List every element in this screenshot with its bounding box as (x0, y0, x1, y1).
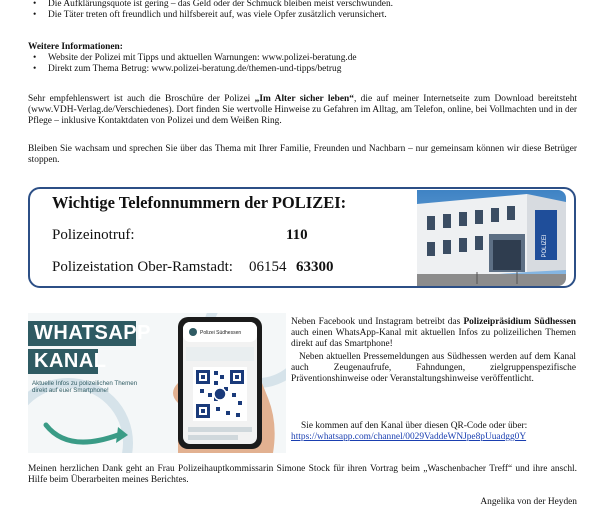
whatsapp-text-3: Sie kommen auf den Kanal über diesen QR-Code oder über: (301, 421, 528, 431)
brochure-title: „Im Alter sicher leben“ (254, 94, 354, 104)
whatsapp-channel-link[interactable]: https://whatsapp.com/channel/0029VaddeWNJpe8pUuadgg0Y (291, 432, 527, 442)
station-label: Polizeistation Ober-Ramstadt: (52, 259, 233, 275)
warning-paragraph: Bleiben Sie wachsam und sprechen Sie über das Thema mit Ihrer Familie, Freunden und Nachbarn – nur gemeinsam können wir diese Betrüger stoppen. (28, 144, 577, 165)
whatsapp-police-name: Polizeipräsidium Südhessen (463, 317, 576, 327)
brochure-text-post: , die auf meiner Internetseite zum Download bereitsteht (www.VDH-Verlag.de/Verschiedenes). Dort finden Sie wertvolle Hinweise zu Gefahren im Alltag, am Telefon, online, bei Vollmachten und in der Pflege – inklusive Kontaktdaten von Polizei und dem Weißen Ring. (28, 94, 577, 126)
brochure-text-pre: Sehr empfehlenswert ist auch die Broschüre der Polizei (28, 94, 255, 104)
whatsapp-text-1-post: auch einen WhatsApp-Kanal mit aktuellen Infos zu polizeilichen Themen direkt auf das Smartphone! (291, 328, 576, 349)
brochure-paragraph (28, 94, 577, 127)
phone-numbers-box (28, 187, 576, 288)
emergency-label: Polizeinotruf: (52, 227, 135, 243)
whatsapp-banner-subtitle: Aktuelle Infos zu polizeilichen Themen direkt auf euer Smartphone! (32, 380, 138, 394)
whatsapp-banner-line2: KANAL (28, 349, 98, 374)
police-building-illustration (417, 190, 566, 286)
station-area-code: 06154 (249, 259, 287, 275)
phone-channel-header: Polizei Südhessen (200, 330, 242, 336)
list-item: • Website der Polizei mit Tipps und aktuellen Warnungen: www.polizei-beratung.de (28, 53, 588, 64)
top-bullet-list (28, 0, 588, 21)
whatsapp-text-1 (291, 317, 576, 350)
info-list (28, 53, 588, 75)
whatsapp-text-1-pre: Neben Facebook und Instagram betreibt das (291, 317, 464, 327)
station-number: 63300 (296, 259, 334, 275)
police-building-photo (417, 190, 566, 286)
emergency-number: 110 (286, 227, 308, 243)
whatsapp-banner-line1: WHATSAPP (28, 321, 136, 346)
whatsapp-channel-graphic (28, 313, 286, 453)
list-item: • Die Täter treten oft freundlich und hilfsbereit auf, was viele Opfer zusätzlich verunsichert. (28, 10, 588, 21)
whatsapp-text-2: Neben aktuellen Pressemeldungen aus Südhessen werden auf dem Kanal auch Zeugenaufrufe, Fahndungen, zielgruppenspezifische Präventionshinweise oder Veranstaltungshinweise veröffentlicht. (291, 352, 576, 384)
author-signature: Angelika von der Heyden (480, 497, 577, 507)
thanks-paragraph: Meinen herzlichen Dank geht an Frau Polizeihauptkommissarin Simone Stock für ihren Vortrag beim „Waschenbacher Treff“ und ihre anschl. Hilfe beim Überarbeiten meines Berichtes. (28, 464, 577, 485)
list-item: • Die Aufklärungsquote ist gering – das Geld oder der Schmuck bleiben meist verschwunden. (28, 0, 588, 10)
building-sign: POLIZEI (542, 234, 548, 258)
list-item: • Direkt zum Thema Betrug: www.polizei-beratung.de/themen-und-tipps/betrug (28, 64, 588, 75)
phone-box-title: Wichtige Telefonnummern der POLIZEI: (52, 193, 347, 212)
info-heading: Weitere Informationen: (28, 42, 123, 52)
